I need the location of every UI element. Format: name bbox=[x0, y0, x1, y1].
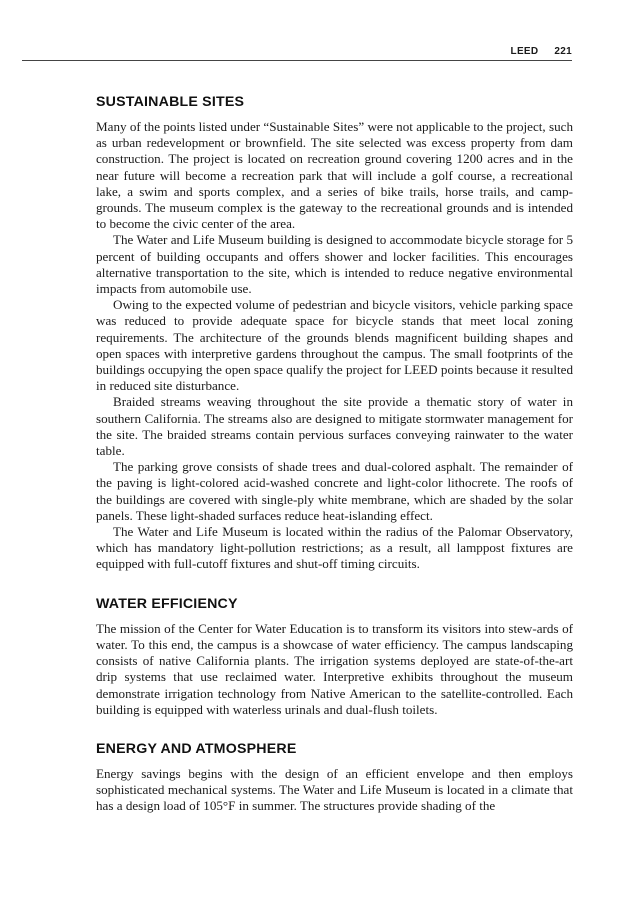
paragraph: The parking grove consists of shade trees and dual-colored asphalt. The remainder of the paving is light-colored acid-washed concrete and light-color lithocrete. The roofs of the buildings are covered with single-ply white membrane, which are shaded by the solar panels. These light-shaded surfaces reduce heat-islanding effect. bbox=[96, 459, 573, 523]
section-water-efficiency bbox=[96, 595, 573, 718]
paragraph: Many of the points listed under “Sustainable Sites” were not applicable to the project, such as urban redevelopment or brownfield. The site selected was excess property from dam construction. The project is located on recreation ground covering 1200 acres and in the near future will become a recreation park that will include a golf course, a recreational lake, a swim and sports complex, and a series of bike trails, horse trails, and camp-grounds. The museum complex is the gateway to the recreational grounds and is intended to become the civic center of the area. bbox=[96, 119, 573, 232]
paragraph: Energy savings begins with the design of an efficient envelope and then employs sophisticated mechanical systems. The Water and Life Museum is located in a climate that has a design load of 105°F in summer. The structures provide shading of the bbox=[96, 765, 573, 814]
paragraph: Braided streams weaving throughout the site provide a thematic story of water in southern California. The streams also are designed to mitigate stormwater management for the site. The braided streams contain pervious surfaces conveying rainwater to the water table. bbox=[96, 394, 573, 459]
section-heading: ENERGY AND ATMOSPHERE bbox=[96, 740, 297, 757]
paragraph: The mission of the Center for Water Education is to transform its visitors into stew-ards of water. To this end, the campus is a showcase of water efficiency. The campus landscaping consists of native California plants. The irrigation systems deployed are state-of-the-art drip systems that use reclaimed water. Interpretive exhibits throughout the museum demonstrate irrigation technology from Native American to the satellite-controlled. Each building is equipped with waterless urinals and dual-flush toilets. bbox=[96, 620, 573, 717]
paragraph: The Water and Life Museum building is designed to accommodate bicycle storage for 5 percent of building occupants and offers shower and locker facilities. This encourages alternative transportation to the site, which is intended to reduce negative environmental impacts from automobile use. bbox=[96, 232, 573, 297]
section-sustainable-sites bbox=[96, 93, 573, 573]
paragraph: The Water and Life Museum is located within the radius of the Palomar Observatory, which has mandatory light-pollution restrictions; as a result, all lamppost fixtures are equipped with full-cutoff fixtures and shut-off timing circuits. bbox=[96, 524, 573, 572]
page-number: 221 bbox=[554, 46, 572, 57]
section-heading: SUSTAINABLE SITES bbox=[96, 94, 245, 110]
running-title: LEED bbox=[510, 46, 539, 57]
page-body bbox=[96, 93, 573, 837]
section-heading: WATER EFFICIENCY bbox=[96, 595, 238, 612]
section-energy-and-atmosphere bbox=[96, 740, 573, 815]
running-header bbox=[22, 46, 572, 61]
paragraph: Owing to the expected volume of pedestrian and bicycle visitors, vehicle parking space was reduced to provide adequate space for bicycle stands that meet local zoning requirements. The architecture of the grounds blends magnificent building shapes and open spaces with interpretive gardens throughout the campus. The small footprints of the buildings occupying the open space qualify the project for LEED points because it resulted in reduced site disturbance. bbox=[96, 297, 573, 394]
